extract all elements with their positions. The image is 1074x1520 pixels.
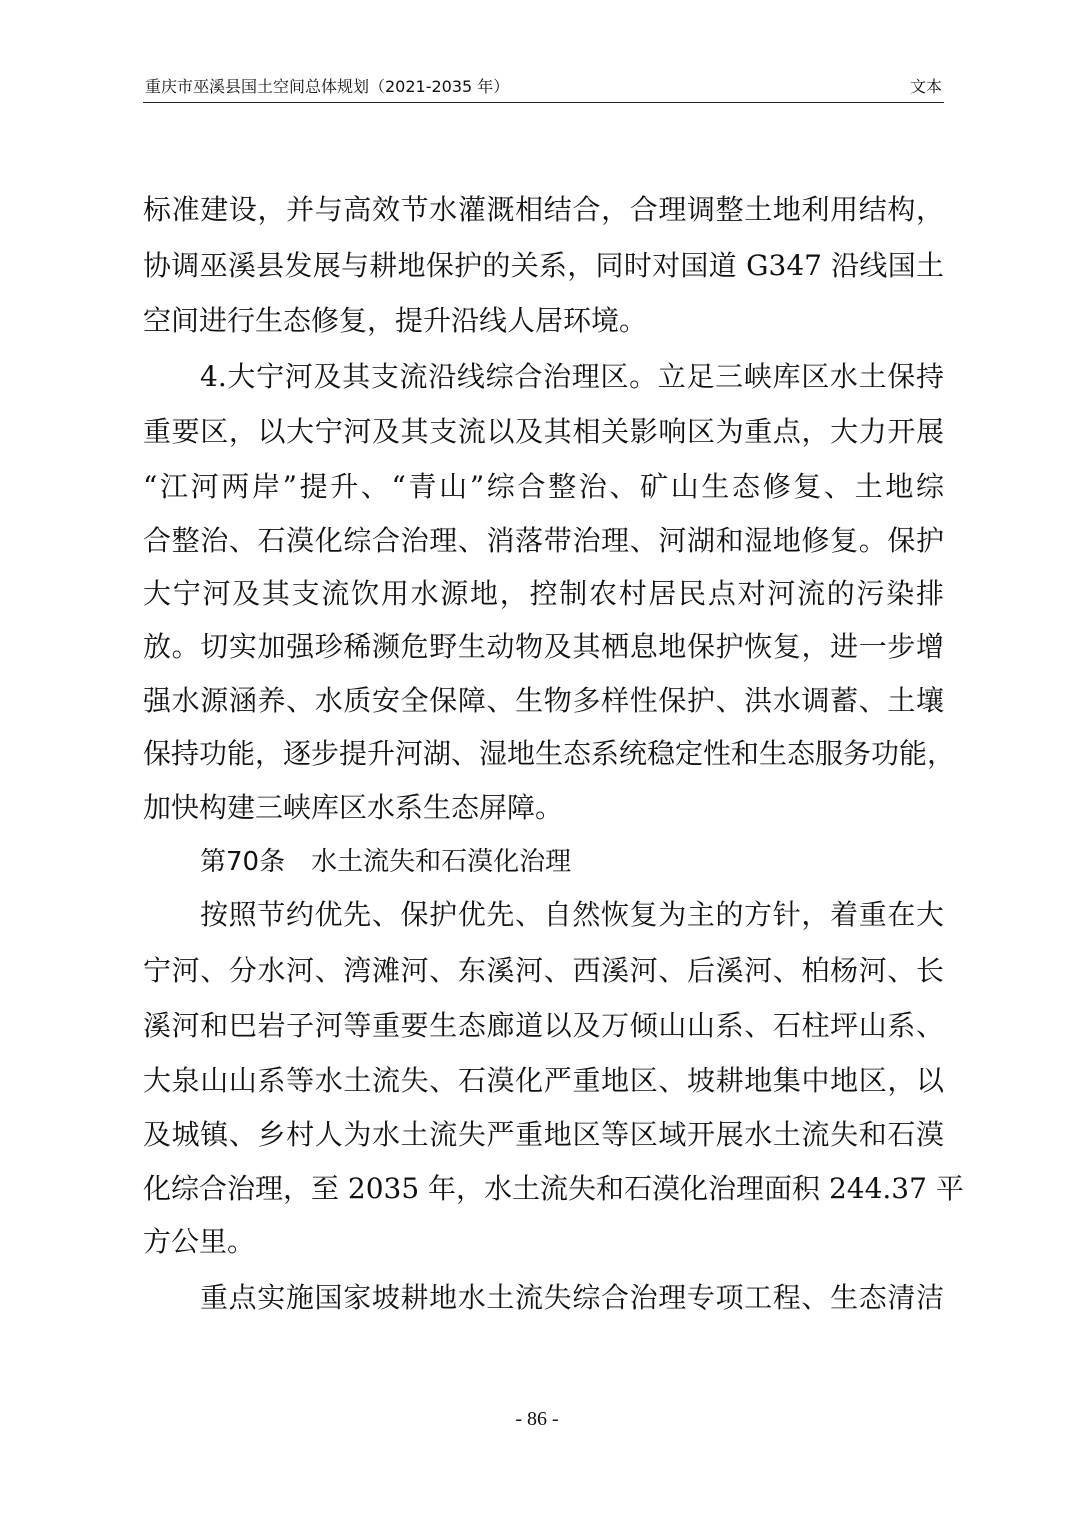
- paragraph-line: 宁河、分水河、湾滩河、东溪河、西溪河、后溪河、柏杨河、长: [143, 954, 944, 987]
- page-header: [143, 76, 944, 103]
- paragraph-line: 化综合治理，至 2035 年，水土流失和石漠化治理面积 244.37 平: [143, 1172, 964, 1205]
- paragraph-line: 4.大宁河及其支流沿线综合治理区。立足三峡库区水土保持: [200, 360, 944, 393]
- section-title: 水土流失和石漠化治理: [311, 847, 572, 877]
- paragraph-line: 重点实施国家坡耕地水土流失综合治理专项工程、生态清洁: [200, 1281, 944, 1314]
- paragraph-line: 保持功能，逐步提升河湖、湿地生态系统稳定性和生态服务功能，: [143, 737, 956, 770]
- paragraph-line: 协调巫溪县发展与耕地保护的关系，同时对国道 G347 沿线国土: [143, 249, 944, 282]
- document-type-label: 文本: [909, 77, 942, 96]
- paragraph-line: “江河两岸”提升、“青山”综合整治、矿山生态修复、土地综: [143, 470, 944, 503]
- paragraph-line: 放。切实加强珍稀濒危野生动物及其栖息地保护恢复，进一步增: [143, 630, 944, 663]
- document-title: 重庆市巫溪县国土空间总体规划（2021-2035 年）: [145, 77, 510, 96]
- paragraph-line: 强水源涵养、水质安全保障、生物多样性保护、洪水调蓄、土壤: [143, 684, 944, 717]
- paragraph-line: 溪河和巴岩子河等重要生态廊道以及万倾山山系、石柱坪山系、: [143, 1009, 944, 1042]
- paragraph-line: 大泉山山系等水土流失、石漠化严重地区、坡耕地集中地区，以: [143, 1064, 944, 1097]
- paragraph-line: 大宁河及其支流饮用水源地，控制农村居民点对河流的污染排: [143, 577, 944, 610]
- paragraph-line: 方公里。: [143, 1225, 256, 1258]
- paragraph-line: 加快构建三峡库区水系生态屏障。: [143, 791, 564, 824]
- paragraph-line: 空间进行生态修复，提升沿线人居环境。: [143, 304, 648, 337]
- paragraph-line: 合整治、石漠化综合治理、消落带治理、河湖和湿地修复。保护: [143, 524, 944, 557]
- paragraph-line: 及城镇、乡村人为水土流失严重地区等区域开展水土流失和石漠: [143, 1118, 944, 1151]
- section-number: 第70条: [200, 847, 286, 877]
- page-number: - 86 -: [515, 1408, 559, 1430]
- paragraph-line: 重要区，以大宁河及其支流以及其相关影响区为重点，大力开展: [143, 415, 944, 448]
- paragraph-line: 按照节约优先、保护优先、自然恢复为主的方针，着重在大: [200, 898, 944, 931]
- section-heading: [200, 842, 571, 882]
- paragraph-line: 标准建设，并与高效节水灌溉相结合，合理调整土地利用结构，: [143, 193, 944, 226]
